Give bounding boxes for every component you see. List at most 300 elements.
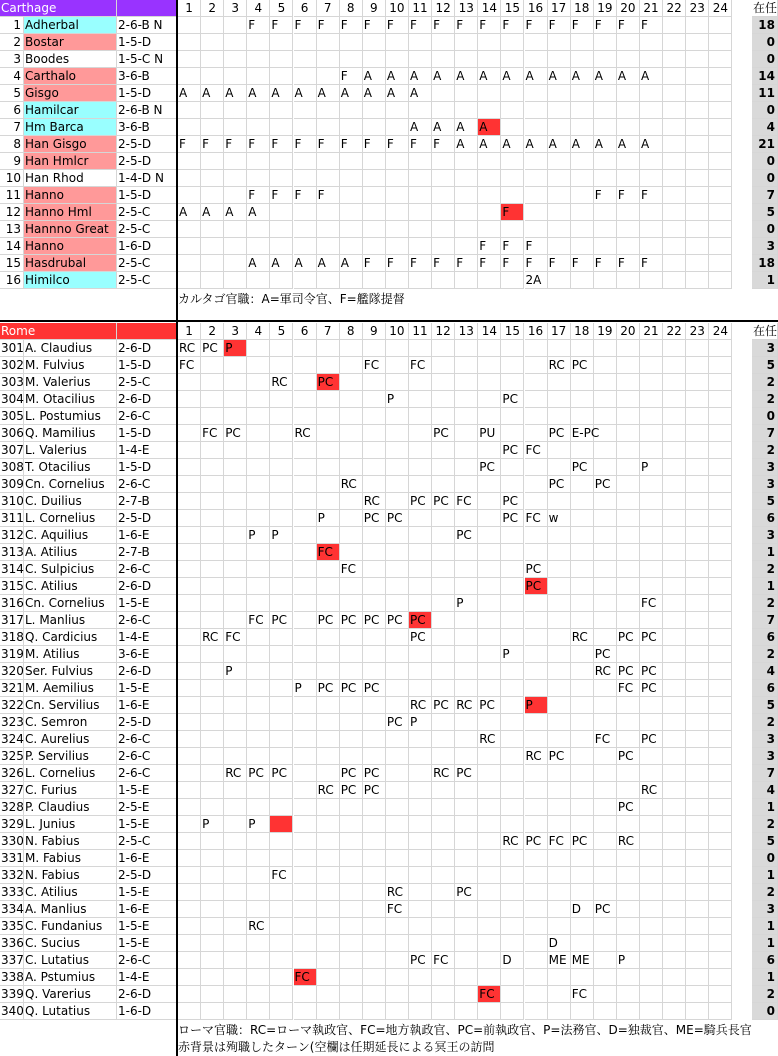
office-cell[interactable] — [455, 357, 478, 374]
office-cell[interactable] — [709, 1003, 732, 1020]
office-cell[interactable] — [432, 901, 455, 918]
office-cell[interactable] — [663, 544, 686, 561]
office-cell[interactable]: F — [640, 255, 663, 272]
office-cell[interactable] — [663, 17, 686, 34]
office-cell[interactable] — [478, 578, 501, 595]
office-cell[interactable] — [571, 765, 594, 782]
office-cell[interactable] — [571, 442, 594, 459]
office-cell[interactable] — [317, 646, 340, 663]
office-cell[interactable] — [363, 51, 386, 68]
office-cell[interactable] — [317, 476, 340, 493]
office-cell[interactable] — [201, 187, 224, 204]
office-cell[interactable] — [178, 867, 201, 884]
office-cell[interactable] — [247, 357, 270, 374]
office-cell[interactable] — [571, 85, 594, 102]
office-cell[interactable] — [224, 731, 247, 748]
office-cell[interactable] — [709, 34, 732, 51]
office-cell[interactable] — [455, 51, 478, 68]
office-cell[interactable]: F — [617, 187, 640, 204]
office-cell[interactable] — [548, 153, 571, 170]
office-cell[interactable] — [247, 935, 270, 952]
office-cell[interactable] — [640, 986, 663, 1003]
office-cell[interactable] — [571, 799, 594, 816]
office-cell[interactable] — [270, 68, 293, 85]
office-cell[interactable] — [525, 629, 548, 646]
office-cell[interactable] — [386, 340, 409, 357]
office-cell[interactable]: F — [594, 255, 617, 272]
office-cell[interactable] — [409, 833, 432, 850]
office-cell[interactable] — [247, 374, 270, 391]
office-cell[interactable] — [294, 340, 317, 357]
office-cell[interactable] — [709, 442, 732, 459]
office-cell[interactable] — [525, 782, 548, 799]
office-cell[interactable] — [270, 102, 293, 119]
office-cell[interactable] — [594, 1003, 617, 1020]
office-cell[interactable] — [617, 391, 640, 408]
office-cell[interactable] — [294, 221, 317, 238]
office-cell[interactable] — [270, 442, 293, 459]
office-cell[interactable]: RC — [224, 765, 247, 782]
office-cell[interactable] — [594, 816, 617, 833]
office-cell[interactable] — [317, 952, 340, 969]
office-cell[interactable] — [409, 969, 432, 986]
office-cell[interactable] — [594, 102, 617, 119]
office-cell[interactable] — [270, 833, 293, 850]
office-cell[interactable] — [340, 527, 363, 544]
office-cell[interactable] — [709, 476, 732, 493]
office-cell[interactable] — [340, 884, 363, 901]
office-cell[interactable] — [178, 935, 201, 952]
office-cell[interactable] — [224, 68, 247, 85]
office-cell[interactable] — [686, 544, 709, 561]
office-cell[interactable] — [247, 425, 270, 442]
office-cell[interactable] — [409, 102, 432, 119]
office-cell[interactable]: PC — [340, 765, 363, 782]
office-cell[interactable] — [317, 748, 340, 765]
office-cell[interactable] — [247, 340, 270, 357]
office-cell[interactable] — [386, 629, 409, 646]
office-cell[interactable] — [525, 935, 548, 952]
office-cell[interactable]: PC — [270, 765, 293, 782]
office-cell[interactable] — [363, 527, 386, 544]
office-cell[interactable] — [525, 408, 548, 425]
office-cell[interactable]: PC — [548, 476, 571, 493]
office-cell[interactable] — [640, 476, 663, 493]
office-cell[interactable] — [294, 442, 317, 459]
office-cell[interactable] — [178, 425, 201, 442]
office-cell[interactable]: A — [525, 136, 548, 153]
office-cell[interactable] — [409, 408, 432, 425]
office-cell[interactable] — [270, 799, 293, 816]
office-cell[interactable]: PC — [501, 510, 524, 527]
office-cell[interactable] — [409, 221, 432, 238]
office-cell[interactable] — [432, 799, 455, 816]
office-cell[interactable] — [363, 952, 386, 969]
office-cell[interactable] — [409, 425, 432, 442]
office-cell[interactable]: F — [294, 187, 317, 204]
office-cell[interactable] — [317, 595, 340, 612]
office-cell[interactable] — [363, 833, 386, 850]
office-cell[interactable] — [432, 782, 455, 799]
office-cell[interactable]: PC — [363, 612, 386, 629]
office-cell[interactable] — [386, 51, 409, 68]
office-cell[interactable]: ME — [548, 952, 571, 969]
office-cell[interactable] — [432, 238, 455, 255]
office-cell[interactable]: F — [247, 136, 270, 153]
office-cell[interactable] — [709, 918, 732, 935]
office-cell[interactable] — [501, 544, 524, 561]
office-cell[interactable]: A — [617, 136, 640, 153]
office-cell[interactable] — [432, 969, 455, 986]
office-cell[interactable] — [270, 935, 293, 952]
office-cell[interactable] — [386, 374, 409, 391]
office-cell[interactable]: F — [363, 136, 386, 153]
office-cell[interactable]: P — [247, 816, 270, 833]
office-cell[interactable] — [409, 799, 432, 816]
office-cell[interactable]: RC — [594, 663, 617, 680]
office-cell[interactable] — [178, 646, 201, 663]
office-cell[interactable] — [340, 646, 363, 663]
office-cell[interactable] — [478, 34, 501, 51]
office-cell[interactable] — [270, 459, 293, 476]
office-cell[interactable] — [663, 510, 686, 527]
office-cell[interactable] — [640, 34, 663, 51]
office-cell[interactable] — [501, 867, 524, 884]
office-cell[interactable] — [617, 102, 640, 119]
office-cell[interactable]: PC — [409, 629, 432, 646]
office-cell[interactable] — [270, 782, 293, 799]
office-cell[interactable] — [432, 578, 455, 595]
office-cell[interactable] — [478, 765, 501, 782]
office-cell[interactable] — [525, 340, 548, 357]
office-cell[interactable] — [594, 153, 617, 170]
office-cell[interactable] — [525, 153, 548, 170]
office-cell[interactable] — [224, 255, 247, 272]
office-cell[interactable] — [455, 221, 478, 238]
office-cell[interactable] — [640, 170, 663, 187]
office-cell[interactable] — [270, 34, 293, 51]
office-cell[interactable] — [686, 34, 709, 51]
office-cell[interactable] — [617, 697, 640, 714]
office-cell[interactable] — [409, 731, 432, 748]
office-cell[interactable] — [340, 816, 363, 833]
office-cell[interactable]: PC — [478, 697, 501, 714]
office-cell[interactable]: P — [640, 459, 663, 476]
general-name[interactable]: Q. Lutatius — [24, 1003, 117, 1020]
office-cell[interactable] — [270, 510, 293, 527]
office-cell[interactable] — [432, 476, 455, 493]
office-cell[interactable] — [224, 510, 247, 527]
office-cell[interactable] — [409, 867, 432, 884]
office-cell[interactable] — [270, 153, 293, 170]
office-cell[interactable] — [317, 799, 340, 816]
office-cell[interactable] — [663, 374, 686, 391]
office-cell[interactable] — [455, 272, 478, 289]
office-cell[interactable] — [525, 680, 548, 697]
office-cell[interactable] — [294, 867, 317, 884]
office-cell[interactable] — [571, 561, 594, 578]
office-cell[interactable] — [363, 697, 386, 714]
office-cell[interactable] — [224, 816, 247, 833]
office-cell[interactable] — [270, 340, 293, 357]
office-cell[interactable] — [594, 680, 617, 697]
office-cell[interactable] — [548, 493, 571, 510]
office-cell[interactable] — [201, 17, 224, 34]
office-cell[interactable]: P — [525, 697, 548, 714]
office-cell[interactable] — [317, 714, 340, 731]
office-cell[interactable]: PC — [617, 629, 640, 646]
office-cell[interactable] — [340, 799, 363, 816]
office-cell[interactable] — [455, 170, 478, 187]
office-cell[interactable] — [686, 102, 709, 119]
office-cell[interactable]: PC — [594, 901, 617, 918]
general-name[interactable]: L. Postumius — [24, 408, 117, 425]
office-cell[interactable] — [247, 952, 270, 969]
office-cell[interactable] — [501, 799, 524, 816]
office-cell[interactable] — [363, 459, 386, 476]
office-cell[interactable] — [571, 527, 594, 544]
office-cell[interactable] — [640, 221, 663, 238]
office-cell[interactable] — [340, 986, 363, 1003]
office-cell[interactable] — [663, 136, 686, 153]
office-cell[interactable]: FC — [270, 867, 293, 884]
office-cell[interactable] — [617, 901, 640, 918]
office-cell[interactable] — [432, 595, 455, 612]
office-cell[interactable] — [571, 816, 594, 833]
general-name[interactable]: M. Aemilius — [24, 680, 117, 697]
office-cell[interactable] — [709, 357, 732, 374]
office-cell[interactable] — [686, 986, 709, 1003]
office-cell[interactable] — [525, 799, 548, 816]
office-cell[interactable] — [686, 612, 709, 629]
office-cell[interactable]: PC — [386, 714, 409, 731]
office-cell[interactable] — [340, 918, 363, 935]
office-cell[interactable] — [340, 34, 363, 51]
office-cell[interactable]: A — [363, 85, 386, 102]
office-cell[interactable] — [455, 408, 478, 425]
office-cell[interactable] — [178, 221, 201, 238]
office-cell[interactable] — [201, 374, 224, 391]
office-cell[interactable]: A — [640, 68, 663, 85]
office-cell[interactable] — [686, 680, 709, 697]
office-cell[interactable] — [247, 391, 270, 408]
office-cell[interactable] — [709, 68, 732, 85]
office-cell[interactable] — [363, 816, 386, 833]
office-cell[interactable] — [409, 816, 432, 833]
office-cell[interactable] — [617, 867, 640, 884]
office-cell[interactable] — [294, 51, 317, 68]
office-cell[interactable] — [317, 34, 340, 51]
office-cell[interactable] — [571, 884, 594, 901]
office-cell[interactable] — [201, 238, 224, 255]
office-cell[interactable] — [224, 714, 247, 731]
office-cell[interactable]: RC — [363, 493, 386, 510]
office-cell[interactable] — [386, 272, 409, 289]
office-cell[interactable] — [686, 119, 709, 136]
office-cell[interactable] — [709, 238, 732, 255]
office-cell[interactable] — [525, 986, 548, 1003]
office-cell[interactable] — [617, 612, 640, 629]
office-cell[interactable] — [432, 408, 455, 425]
office-cell[interactable] — [270, 221, 293, 238]
office-cell[interactable] — [478, 1003, 501, 1020]
office-cell[interactable] — [201, 51, 224, 68]
office-cell[interactable] — [432, 884, 455, 901]
office-cell[interactable]: F — [270, 17, 293, 34]
office-cell[interactable] — [548, 646, 571, 663]
office-cell[interactable]: FC — [432, 952, 455, 969]
office-cell[interactable] — [294, 561, 317, 578]
office-cell[interactable] — [686, 187, 709, 204]
office-cell[interactable] — [294, 714, 317, 731]
office-cell[interactable] — [548, 969, 571, 986]
office-cell[interactable] — [270, 493, 293, 510]
office-cell[interactable] — [224, 901, 247, 918]
office-cell[interactable] — [224, 272, 247, 289]
office-cell[interactable] — [363, 476, 386, 493]
office-cell[interactable] — [201, 884, 224, 901]
office-cell[interactable] — [617, 85, 640, 102]
office-cell[interactable]: FC — [247, 612, 270, 629]
office-cell[interactable] — [294, 527, 317, 544]
office-cell[interactable] — [663, 969, 686, 986]
office-cell[interactable] — [270, 357, 293, 374]
office-cell[interactable] — [386, 408, 409, 425]
office-cell[interactable] — [640, 867, 663, 884]
office-cell[interactable] — [247, 153, 270, 170]
office-cell[interactable] — [709, 833, 732, 850]
office-cell[interactable] — [686, 136, 709, 153]
office-cell[interactable] — [548, 986, 571, 1003]
office-cell[interactable] — [294, 901, 317, 918]
office-cell[interactable] — [201, 391, 224, 408]
office-cell[interactable] — [294, 595, 317, 612]
office-cell[interactable] — [478, 680, 501, 697]
office-cell[interactable] — [224, 1003, 247, 1020]
office-cell[interactable] — [617, 782, 640, 799]
office-cell[interactable] — [548, 918, 571, 935]
office-cell[interactable] — [571, 374, 594, 391]
office-cell[interactable] — [501, 1003, 524, 1020]
office-cell[interactable]: RC — [201, 629, 224, 646]
office-cell[interactable] — [386, 102, 409, 119]
office-cell[interactable] — [663, 527, 686, 544]
office-cell[interactable]: D — [571, 901, 594, 918]
office-cell[interactable] — [525, 459, 548, 476]
office-cell[interactable] — [617, 272, 640, 289]
office-cell[interactable] — [501, 612, 524, 629]
office-cell[interactable] — [686, 578, 709, 595]
office-cell[interactable] — [294, 578, 317, 595]
office-cell[interactable] — [548, 34, 571, 51]
office-cell[interactable] — [571, 408, 594, 425]
office-cell[interactable] — [478, 595, 501, 612]
office-cell[interactable] — [201, 255, 224, 272]
office-cell[interactable] — [501, 102, 524, 119]
office-cell[interactable] — [201, 731, 224, 748]
office-cell[interactable] — [663, 799, 686, 816]
office-cell[interactable] — [640, 51, 663, 68]
office-cell[interactable] — [571, 595, 594, 612]
general-name[interactable]: Hanno Hml — [24, 204, 117, 221]
office-cell[interactable]: PC — [409, 493, 432, 510]
office-cell[interactable] — [432, 442, 455, 459]
office-cell[interactable] — [201, 442, 224, 459]
office-cell[interactable] — [224, 51, 247, 68]
office-cell[interactable] — [270, 748, 293, 765]
office-cell[interactable] — [201, 867, 224, 884]
office-cell[interactable] — [548, 51, 571, 68]
office-cell[interactable] — [363, 850, 386, 867]
office-cell[interactable] — [294, 391, 317, 408]
office-cell[interactable] — [663, 51, 686, 68]
office-cell[interactable] — [548, 816, 571, 833]
office-cell[interactable] — [640, 918, 663, 935]
office-cell[interactable] — [201, 646, 224, 663]
office-cell[interactable] — [478, 476, 501, 493]
office-cell[interactable] — [386, 493, 409, 510]
general-name[interactable]: C. Lutatius — [24, 952, 117, 969]
office-cell[interactable] — [317, 442, 340, 459]
office-cell[interactable] — [640, 527, 663, 544]
office-cell[interactable] — [224, 153, 247, 170]
office-cell[interactable] — [270, 51, 293, 68]
office-cell[interactable] — [363, 714, 386, 731]
office-cell[interactable]: F — [247, 187, 270, 204]
office-cell[interactable] — [224, 119, 247, 136]
office-cell[interactable] — [548, 459, 571, 476]
office-cell[interactable] — [525, 119, 548, 136]
office-cell[interactable] — [409, 1003, 432, 1020]
office-cell[interactable]: PC — [571, 833, 594, 850]
office-cell[interactable] — [663, 357, 686, 374]
office-cell[interactable] — [201, 68, 224, 85]
office-cell[interactable] — [409, 850, 432, 867]
office-cell[interactable]: A — [247, 204, 270, 221]
office-cell[interactable] — [201, 34, 224, 51]
office-cell[interactable]: P — [317, 510, 340, 527]
office-cell[interactable]: A — [501, 68, 524, 85]
office-cell[interactable] — [594, 969, 617, 986]
office-cell[interactable] — [201, 544, 224, 561]
office-cell[interactable]: F — [617, 255, 640, 272]
office-cell[interactable] — [432, 459, 455, 476]
office-cell[interactable] — [178, 17, 201, 34]
office-cell[interactable] — [525, 969, 548, 986]
office-cell[interactable] — [340, 595, 363, 612]
office-cell[interactable]: F — [548, 17, 571, 34]
office-cell[interactable] — [548, 731, 571, 748]
office-cell[interactable] — [340, 748, 363, 765]
office-cell[interactable] — [709, 493, 732, 510]
office-cell[interactable] — [201, 714, 224, 731]
office-cell[interactable]: A — [409, 119, 432, 136]
office-cell[interactable] — [432, 102, 455, 119]
office-cell[interactable] — [571, 697, 594, 714]
office-cell[interactable] — [363, 272, 386, 289]
office-cell[interactable] — [224, 680, 247, 697]
office-cell[interactable] — [247, 782, 270, 799]
office-cell[interactable] — [270, 646, 293, 663]
office-cell[interactable]: F — [455, 17, 478, 34]
office-cell[interactable]: A — [455, 136, 478, 153]
office-cell[interactable] — [686, 1003, 709, 1020]
office-cell[interactable]: F — [640, 17, 663, 34]
office-cell[interactable] — [363, 867, 386, 884]
office-cell[interactable] — [178, 187, 201, 204]
office-cell[interactable] — [224, 493, 247, 510]
office-cell[interactable] — [178, 986, 201, 1003]
